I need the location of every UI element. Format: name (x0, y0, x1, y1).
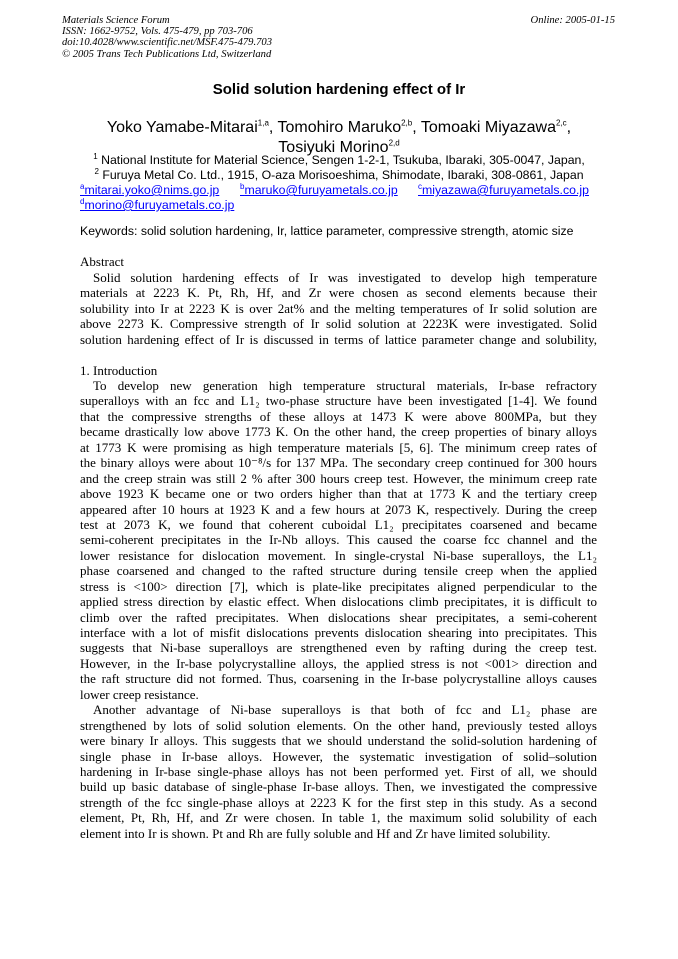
text-line: Solid solution hardening effects of Ir was investigated to develop high temperature (93, 270, 597, 285)
text-line: strength of the fcc single-phase alloys at 2223 K for the first step in this study. As a second (80, 794, 597, 810)
introduction-body (80, 378, 597, 841)
paper-title: Solid solution hardening effect of Ir (212, 81, 466, 98)
author: Tosiyuki Morino$^{2,d}$ (278, 138, 400, 156)
text-line: To develop new generation high temperature structural materials, Ir-base refractory (93, 378, 597, 393)
affiliation: $^1$ National Institute for Material Science, Sengen 1-2-1, Tsukuba, Ibaraki, 305-0047, Japan, (93, 151, 585, 167)
issn: ISSN: 1662-9752, Vols. 475-479, pp 703-706 (62, 26, 253, 38)
text-line: the binary alloys were about 10⁻⁸/s for 137 MPa. The secondary creep continued for 300 hours (80, 455, 597, 471)
email-link[interactable]: $^a$mitarai.yoko@nims.go.jp (80, 181, 220, 197)
doi: doi:10.4028/www.scientific.net/MSF.475-479.703 (62, 37, 272, 49)
email-link[interactable]: $^b$maruko@furuyametals.co.jp (240, 181, 398, 197)
text-line: single phase in Ir-base alloys. However, the systematic investigation of solid–solution (80, 748, 597, 764)
text-line: above 2273 K. Compressive strength of Ir solid solution at 2223K were investigated. Solid (80, 316, 597, 332)
text-line: appeared after 10 hours at 1923 K and a few hours at 2073 K, respectively. During the creep (80, 501, 597, 517)
text-line: phase coarsened and changed to the rafted structure during tensile creep when the applied (80, 563, 597, 579)
author: Yoko Yamabe-Mitarai$^{1,a}$, (106, 118, 278, 136)
text-line: element into Ir is shown. Pt and Rh are fully soluble and Hf and Zr have limited solubility. (80, 825, 551, 841)
author: Tomoaki Miyazawa$^{2,c}$, (420, 118, 572, 136)
text-line: lower resistance for dislocation movement. In single-crystal Ni-base superalloys, the L1₂ (80, 547, 597, 563)
text-line: interface with a lot of misfit dislocations prevents dislocation shearing into precipitates. This (80, 625, 597, 640)
text-line: build up basic database of single-phase Ir-base alloys. Then, we investigated the compressive (80, 779, 597, 795)
text-line: superalloys with an fcc and L1₂ two-phase structure have been investigated [1-4]. We found (80, 393, 597, 409)
author-list (60, 118, 618, 158)
keywords: Keywords: solid solution hardening, Ir, lattice parameter, compressive strength, atomic size (80, 224, 574, 238)
journal-header (62, 15, 272, 60)
text-line: applied stress direction by elastic effect. When dislocations climb precipitates, it is difficult to (80, 594, 597, 610)
abstract-body (80, 270, 597, 347)
affiliation: $^2$ Furuya Metal Co. Ltd., 1915, O-aza Morisoeshima, Shimodate, Ibaraki, 308-0861, Japan (94, 166, 584, 182)
text-line: solubility into Ir at 2223 K is over 2at% and the melting temperatures of Ir solid solution are (80, 300, 597, 316)
journal-name: Materials Science Forum (62, 15, 170, 26)
text-line: stress is <100> direction [7], which is plate-like precipitates aligned perpendicular to the (80, 578, 597, 594)
introduction-heading: 1. Introduction (80, 363, 158, 378)
text-line: and the creep strain was still 2 % after 300 hours creep test. However, the minimum creep rate (80, 470, 597, 486)
text-line: However, in the Ir-base polycrystalline alloys, the applied stress is not <001> direction and (80, 655, 597, 671)
text-line: materials at 2223 K. Pt, Rh, Hf, and Zr were chosen as second elements because their (80, 285, 597, 301)
text-line: test at 2073 K, we found that coherent cuboidal L1₂ precipitates coarsened and became (80, 516, 597, 532)
text-line: that the compressive strengths of these alloys at 1473 K were above 800MPa, but they (80, 408, 597, 424)
online-date: Online: 2005-01-15 (530, 15, 615, 26)
text-line: element, Pt, Rh, Hf, and Zr were chosen. In table 1, the maximum solid solubility of each (80, 810, 597, 826)
text-line: the raft structure did not formed. Thus, coarsening in the Ir-base polycrystalline alloys causes (80, 671, 597, 687)
text-line: lower creep resistance. (80, 686, 199, 702)
text-line: semi-coherent precipitates in the Ir-Nb alloys. This caused the coarse fcc channel and the (80, 532, 597, 548)
author: Tomohiro Maruko$^{2,b}$, (277, 118, 421, 136)
email-link[interactable]: $^c$miyazawa@furuyametals.co.jp (418, 181, 589, 197)
text-line: suggests that Ni-base superalloys are strengthened even by rafting during the creep test. (80, 640, 597, 656)
email-link[interactable]: $^d$morino@furuyametals.co.jp (80, 196, 235, 212)
text-line: were binary Ir alloys. This suggests that we should understand the solid-solution hardening of (80, 733, 597, 749)
abstract-heading: Abstract (80, 254, 125, 269)
text-line: climb over the rafted precipitates. When dislocations shear precipitates, a semi-coherent (80, 609, 597, 625)
text-line: became drastically low above 1773 K. On the other hand, the creep properties of binary alloys (80, 424, 597, 440)
text-line: Another advantage of Ni-base superalloys is that both of fcc and L1₂ phase are (93, 702, 597, 718)
copyright: © 2005 Trans Tech Publications Ltd, Switzerland (62, 48, 272, 60)
text-line: at 1773 K were promising as high temperature materials [5, 6]. The minimum creep rates of (80, 439, 597, 455)
text-line: strengthened by lots of solid solution elements. On the other hand, previously tested alloys (80, 717, 597, 733)
text-line: above 1923 K became one or two orders higher than that at 1773 K and the tertiary creep (80, 486, 597, 502)
text-line: hardening in Ir-base single-phase alloys has not been performed yet. First of all, we should (80, 763, 597, 779)
text-line: solution hardening effect of Ir is discussed in terms of lattice parameter change and solubility, (80, 331, 597, 347)
